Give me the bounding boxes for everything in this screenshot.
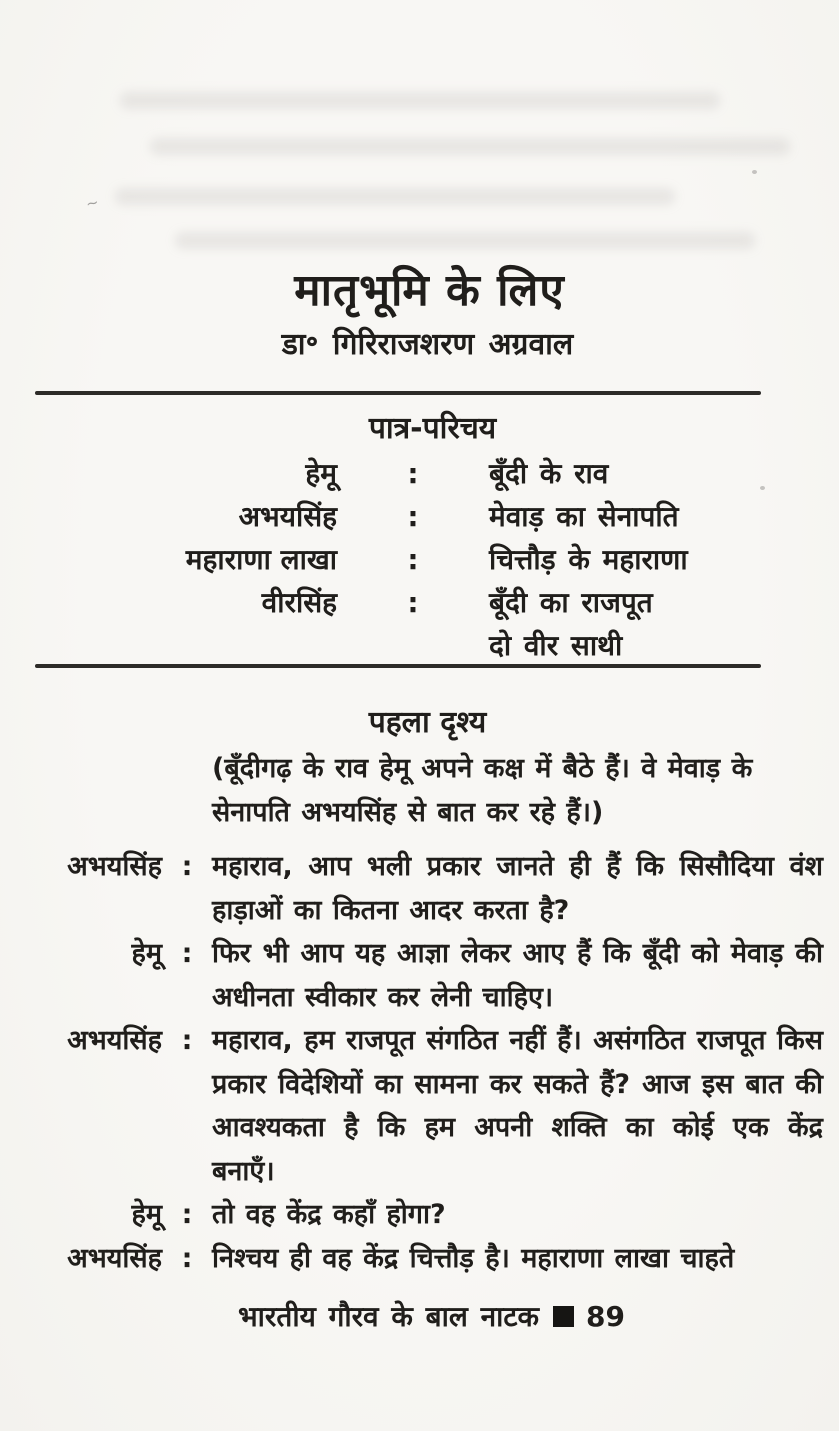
footer-square-icon [553,1306,574,1327]
cast-row [100,624,799,667]
divider-rule-top [35,391,761,395]
cast-separator: : [407,543,419,576]
bleedthrough-artifact [120,92,720,109]
dialogue-text: फिर भी आप यह आज्ञा लेकर आए हैं कि बूँदी को मेवाड़ की अधीनता स्वीकार कर लेनी चाहिए। [212,938,823,1013]
cast-character-name [100,624,337,667]
dialogue-row [40,1237,823,1281]
dialogue-text: महाराव, आप भली प्रकार जानते ही हैं कि सिसौदिया वंश हाड़ाओं का कितना आदर करता है? [212,851,823,926]
cast-character-role: दो वीर साथी [489,629,623,662]
dialogue-separator: : [181,1025,193,1056]
author-name: डा॰ गिरिराजशरण अग्रवाल [281,327,574,362]
cast-separator [337,624,489,667]
dialogue-separator: : [181,851,193,882]
play-title: मातृभूमि के लिए [294,265,565,316]
cast-row [100,452,799,495]
stage-direction: (बूँदीगढ़ के राव हेमू अपने कक्ष में बैठे हैं। वे मेवाड़ के सेनापति अभयसिंह से बात कर रहे हैं।) [212,753,753,828]
page-number: 89 [586,1299,625,1333]
cast-row [100,538,799,581]
dialogue-row [40,1193,823,1237]
bleedthrough-artifact [175,232,755,249]
page-footer [12,1297,839,1335]
dialogue-row [40,932,823,1019]
footer-book-title: भारतीय गौरव के बाल नाटक [238,1300,540,1333]
cast-heading: पात्र-परिचय [368,411,497,446]
dialogue-text: महाराव, हम राजपूत संगठित नहीं हैं। असंगठित राजपूत किस प्रकार विदेशियों का सामना कर सकते हैं? आज इस बात की आवश्यकता है कि हम अपनी शक्ति का कोई एक केंद्र बनाएँ। [212,1025,823,1187]
dialogue-separator: : [181,938,193,969]
cast-list [100,452,799,667]
dialogue-list [40,845,823,1280]
cast-row [100,495,799,538]
cast-character-name: हेमू [305,457,337,490]
dialogue-speaker: हेमू [131,1199,162,1230]
pencil-mark-artifact: ∼ [84,192,101,214]
dialogue-speaker: हेमू [131,938,162,969]
cast-character-name: अभयसिंह [238,500,337,533]
dialogue-text: निश्चय ही वह केंद्र चित्तौड़ है। महाराणा लाखा चाहते [212,1242,735,1274]
cast-character-role: मेवाड़ का सेनापति [489,500,679,533]
cast-character-name: वीरसिंह [261,586,337,619]
cast-character-role: बूँदी के राव [489,457,609,490]
dialogue-text: तो वह केंद्र कहाँ होगा? [212,1199,446,1230]
bleedthrough-artifact [115,188,675,205]
dialogue-separator: : [181,1242,193,1274]
cast-row [100,581,799,624]
cast-separator: : [407,500,419,533]
cast-character-name: महाराणा लाखा [185,543,337,576]
cast-character-role: चित्तौड़ के महाराणा [489,543,688,576]
dialogue-speaker: अभयसिंह [67,1242,162,1274]
cast-separator: : [407,457,419,490]
cast-separator: : [407,586,419,619]
bleedthrough-artifact [150,138,790,155]
stage-direction-row [40,747,823,845]
cast-character-role: बूँदी का राजपूत [489,586,653,619]
divider-rule-bottom [35,664,761,668]
dialogue-speaker: अभयसिंह [67,1025,162,1056]
dialogue-separator: : [181,1199,193,1230]
script-block [40,747,823,1280]
speck-artifact [752,170,757,174]
dialogue-row [40,1019,823,1193]
dialogue-row [40,845,823,932]
dialogue-speaker: अभयसिंह [67,851,162,882]
scene-heading: पहला दृश्य [368,705,487,740]
